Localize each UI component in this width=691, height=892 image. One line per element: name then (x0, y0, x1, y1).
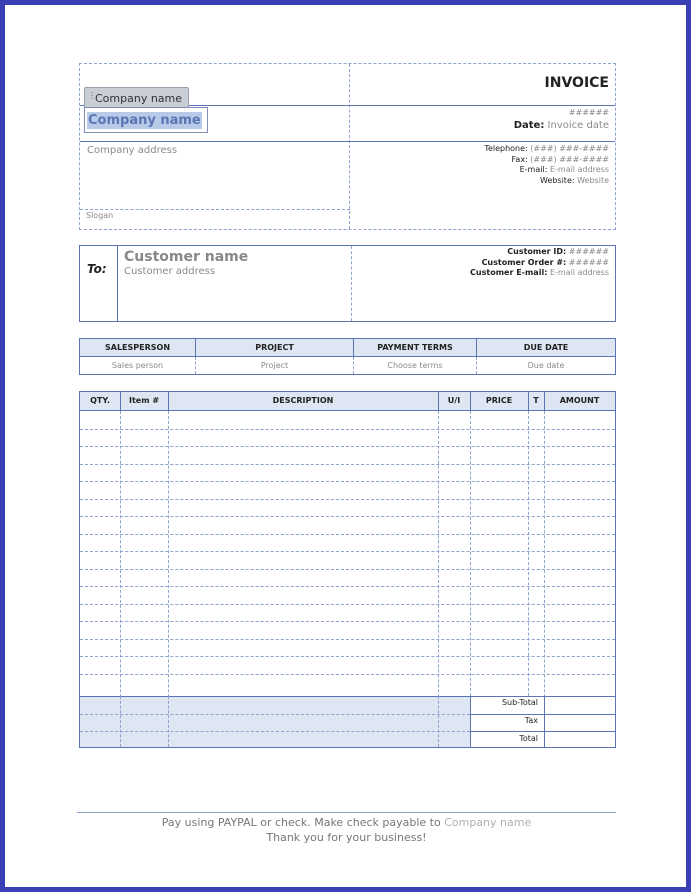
footer-payment-text: Pay using PAYPAL or check. Make check payable to (161, 816, 441, 829)
contact-row: E-mail: E-mail address (519, 165, 609, 174)
contact-row: Telephone: (###) ###-#### (484, 144, 609, 153)
invoice-title: INVOICE (544, 75, 609, 91)
company-address[interactable]: Company address (87, 145, 178, 156)
project-value[interactable]: Project (196, 357, 354, 375)
company-name-field[interactable] (84, 107, 208, 133)
company-name[interactable]: Company name (88, 113, 201, 128)
invoice-date-row (514, 120, 609, 131)
invoice-date[interactable]: Invoice date (547, 120, 609, 131)
invoice-page (5, 5, 686, 887)
col-ui-header: U/I (447, 396, 461, 405)
contact-list (409, 144, 609, 186)
customer-field-row: Customer E-mail: E-mail address (470, 268, 609, 277)
slogan[interactable]: Slogan (86, 211, 114, 220)
total-value[interactable] (545, 732, 615, 747)
to-divider (117, 246, 118, 321)
col-item-header: Item # (128, 396, 160, 405)
footer-thanks: Thank you for your business! (266, 831, 427, 844)
drag-handle-icon[interactable]: ⋮ (88, 91, 96, 100)
tax-value[interactable] (545, 715, 615, 730)
total-label: Total (519, 734, 538, 743)
customer-name[interactable]: Customer name (124, 249, 249, 265)
terms-header: DUE DATE (477, 339, 616, 357)
tax-label: Tax (524, 716, 538, 725)
due-date-value[interactable]: Due date (477, 357, 616, 375)
col-amount-header: AMOUNT (559, 396, 600, 405)
invoice-number[interactable]: ###### (568, 108, 609, 117)
items-table (79, 391, 616, 748)
customer-block (79, 245, 616, 322)
col-tax-header: T (533, 396, 539, 405)
terms-header: SALESPERSON (80, 339, 196, 357)
customer-address[interactable]: Customer address (124, 266, 216, 277)
subtotal-value[interactable] (545, 697, 615, 713)
contact-row: Website: Website (539, 175, 609, 185)
customer-field-row: Customer ID: ###### (507, 247, 609, 256)
footer-divider (77, 812, 616, 813)
customer-divider (351, 246, 352, 321)
salesperson-value[interactable]: Sales person (80, 357, 196, 375)
payment-terms-value[interactable]: Choose terms (354, 357, 477, 375)
header-line-2 (80, 141, 615, 142)
customer-field-row: Customer Order #: ###### (481, 257, 609, 267)
terms-table (79, 338, 616, 375)
contact-row: Fax: (###) ###-#### (511, 154, 609, 164)
customer-fields (359, 247, 609, 279)
footer-line-1 (77, 816, 616, 829)
company-name-tab[interactable] (84, 87, 189, 108)
slogan-line (80, 209, 350, 210)
to-label: To: (87, 262, 107, 276)
col-qty-header: QTY. (90, 396, 110, 405)
footer-company-name: Company name (444, 816, 532, 829)
company-tab-label: Company name (95, 92, 183, 105)
col-description-header: DESCRIPTION (272, 396, 334, 405)
date-label: Date: (513, 120, 545, 131)
subtotal-label: Sub-Total (501, 698, 538, 707)
totals-shaded-area (80, 696, 470, 747)
terms-header: PAYMENT TERMS (354, 339, 477, 357)
col-price-header: PRICE (485, 396, 513, 405)
terms-header: PROJECT (196, 339, 354, 357)
